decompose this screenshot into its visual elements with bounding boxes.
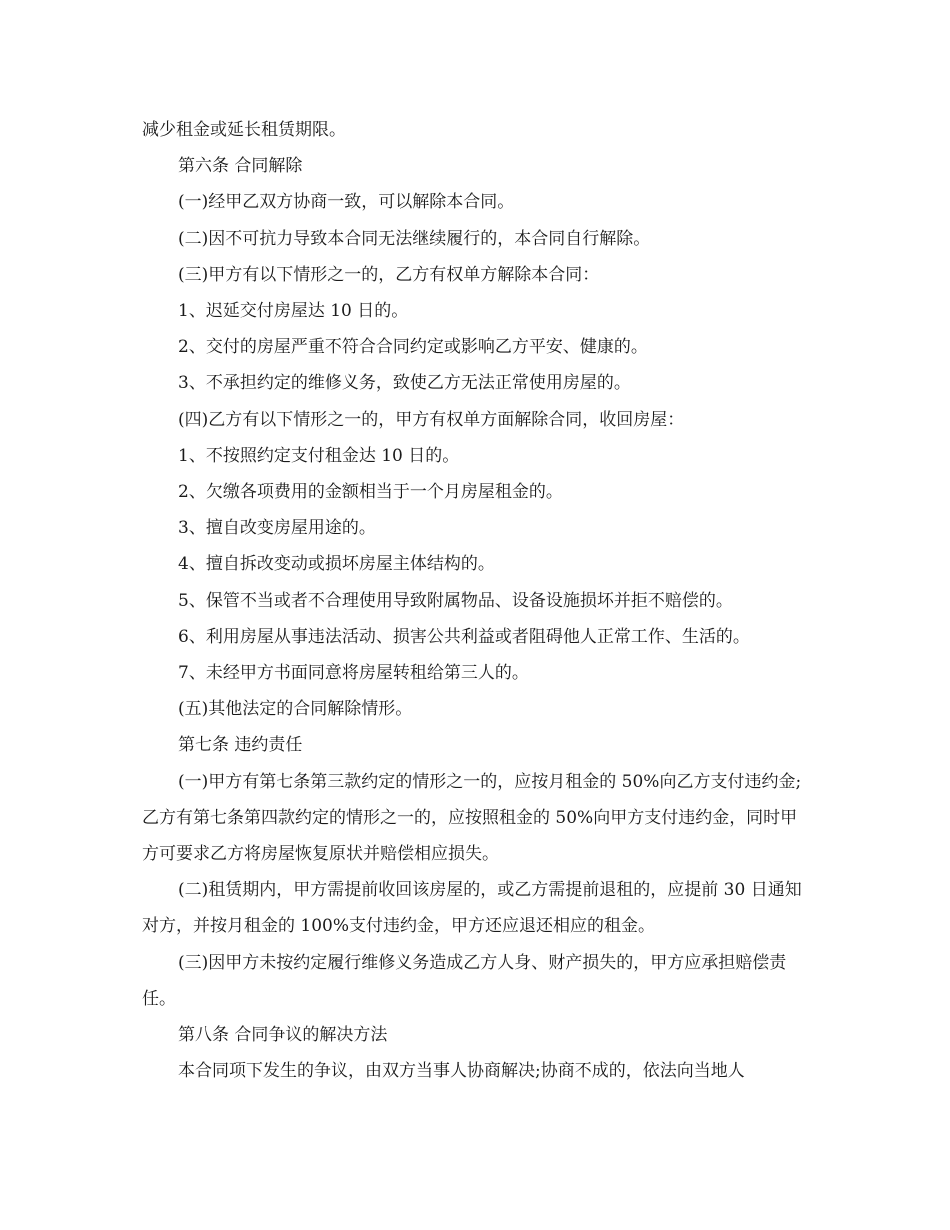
list-item: 6、利用房屋从事违法活动、损害公共利益或者阻碍他人正常工作、生活的。: [178, 626, 750, 647]
list-item: 4、擅自拆改变动或损坏房屋主体结构的。: [178, 554, 495, 575]
document-body: [142, 112, 812, 1089]
paragraph: (一)经甲乙双方协商一致，可以解除本合同。: [178, 192, 515, 213]
paragraph: (四)乙方有以下情形之一的，甲方有权单方面解除合同，收回房屋：: [178, 409, 685, 430]
paragraph: (二)因不可抗力导致本合同无法继续履行的，本合同自行解除。: [178, 228, 651, 249]
list-item: 2、欠缴各项费用的金额相当于一个月房屋租金的。: [178, 482, 563, 503]
paragraph: (三)因甲方未按约定履行维修义务造成乙方人身、财产损失的，甲方应承担赔偿责任。: [142, 952, 787, 1009]
paragraph: 减少租金或延长租赁期限。: [142, 120, 346, 140]
paragraph: (一)甲方有第七条第三款约定的情形之一的，应按月租金的 50%向乙方支付违约金;乙方有第七条第四款约定的情形之一的，应按照租金的 50%向甲方支付违约金，同时甲方可要求乙方将房屋恢复原状并赔偿相应损失。: [142, 771, 802, 865]
paragraph: (二)租赁期内，甲方需提前收回该房屋的，或乙方需提前退租的，应提前 30 日通知对方，并按月租金的 100%支付违约金，甲方还应退还相应的租金。: [142, 880, 802, 937]
list-item: 7、未经甲方书面同意将房屋转租给第三人的。: [178, 663, 529, 684]
list-item: 1、不按照约定支付租金达 10 日的。: [178, 445, 460, 466]
paragraph: 本合同项下发生的争议，由双方当事人协商解决;协商不成的，依法向当地人: [178, 1061, 745, 1082]
section-heading: 第七条 违约责任: [178, 735, 303, 756]
paragraph: (五)其他法定的合同解除情形。: [178, 699, 413, 720]
list-item: 3、不承担约定的维修义务，致使乙方无法正常使用房屋的。: [178, 373, 631, 394]
section-heading: 第八条 合同争议的解决方法: [178, 1025, 388, 1046]
paragraph: (三)甲方有以下情形之一的，乙方有权单方解除本合同：: [178, 264, 600, 285]
list-item: 5、保管不当或者不合理使用导致附属物品、设备设施损坏并拒不赔偿的。: [178, 590, 733, 611]
list-item: 2、交付的房屋严重不符合合同约定或影响乙方平安、健康的。: [178, 337, 648, 358]
list-item: 1、迟延交付房屋达 10 日的。: [178, 301, 409, 322]
list-item: 3、擅自改变房屋用途的。: [178, 518, 376, 539]
section-heading: 第六条 合同解除: [178, 156, 303, 177]
